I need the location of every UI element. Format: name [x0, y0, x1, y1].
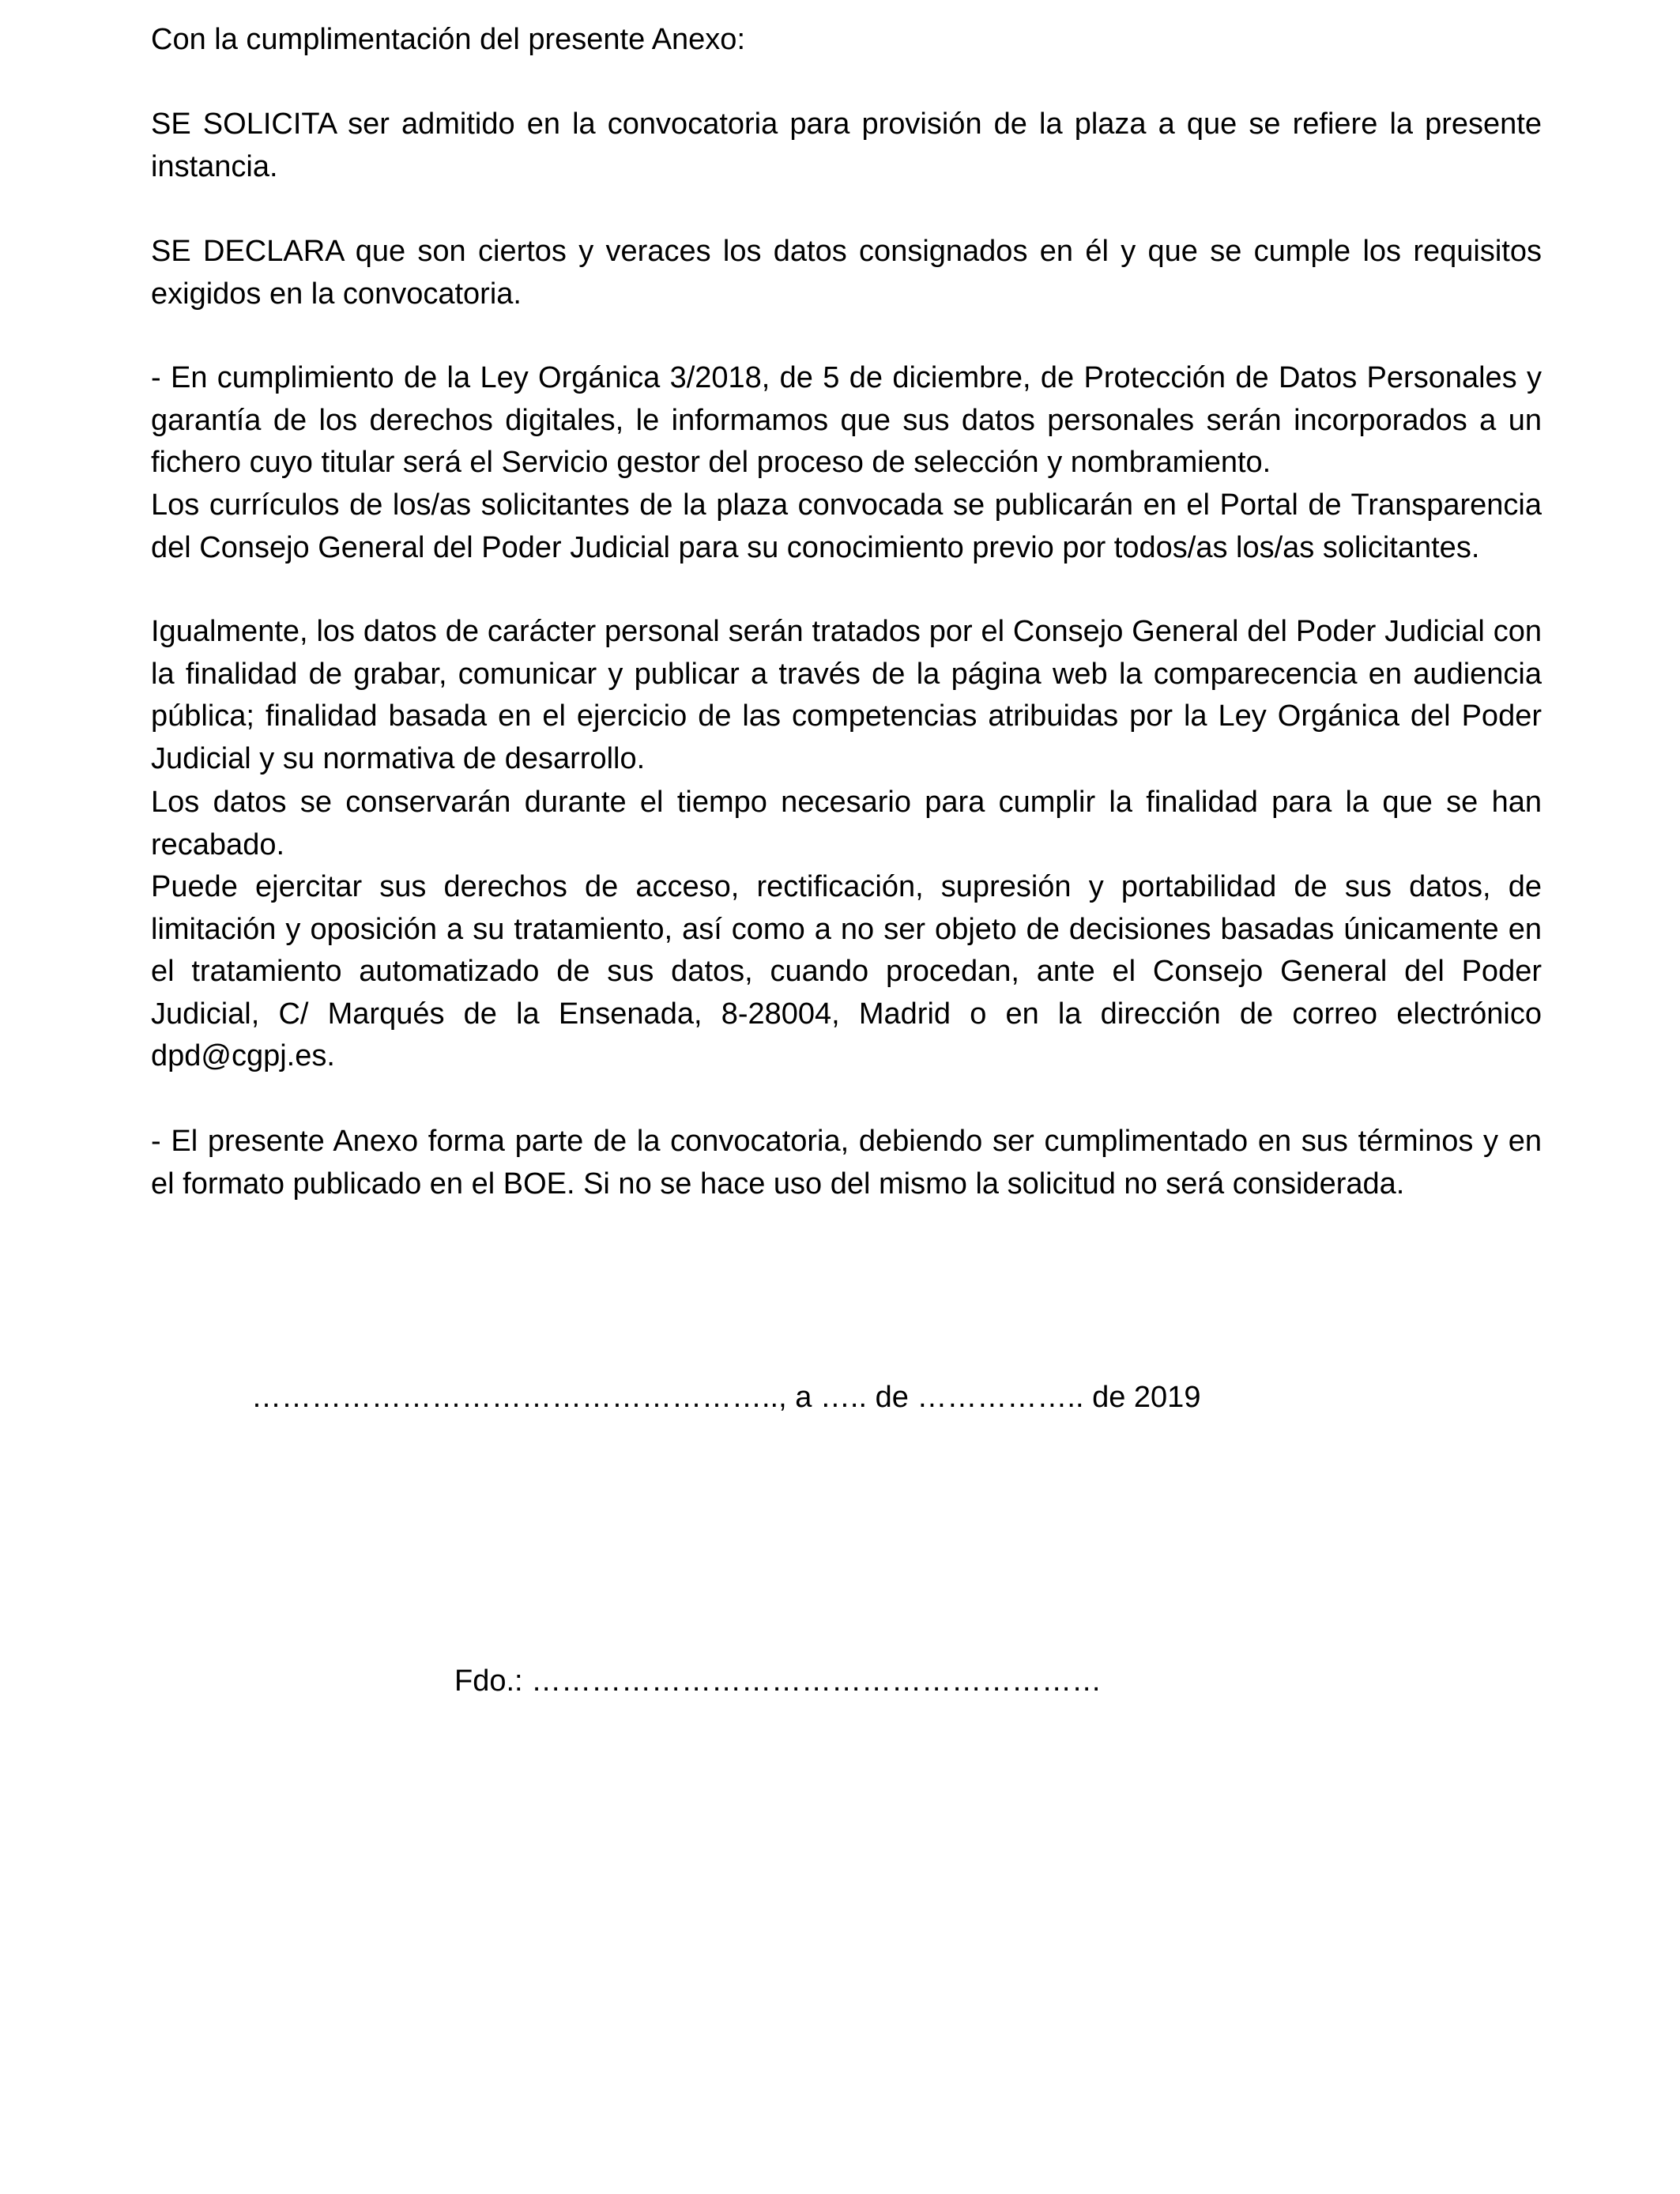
curriculos-paragraph: Los currículos de los/as solicitantes de la plaza convocada se publicarán en el Portal de Transparencia del Consejo General del Poder Judicial para su conocimiento previo por todos/as los/as solicitantes.	[151, 488, 1542, 564]
personal-data-treatment-paragraph: Igualmente, los datos de carácter personal serán tratados por el Consejo General del Poder Judicial con la finalidad de grabar, comunicar y publicar a través de la página web la comparecencia en audiencia pública; finalidad basada en el ejercicio de las competencias atribuidas por la Ley Orgánica del Poder Judicial y su normativa de desarrollo.	[151, 615, 1542, 775]
declara-paragraph: SE DECLARA que son ciertos y veraces los datos consignados en él y que se cumple los requisitos exigidos en la convocatoria.	[151, 235, 1542, 311]
signature-line: Fdo.: …………………………………………………	[454, 1664, 1102, 1698]
place-date-line: …………………………………………….., a ….. de …………….. de 2019	[251, 1381, 1201, 1414]
rights-paragraph: Puede ejercitar sus derechos de acceso, rectificación, supresión y portabilidad de sus datos, de limitación y oposición a su tratamiento, así como a no ser objeto de decisiones basadas únicamente en el tratamiento automatizado de sus datos, cuando procedan, ante el Consejo General del Poder Judicial, C/ Marqués de la Ensenada, 8-28004, Madrid o en la dirección de correo electrónico dpd@cgpj.es.	[151, 870, 1542, 1072]
data-protection-paragraph: - En cumplimiento de la Ley Orgánica 3/2018, de 5 de diciembre, de Protección de Datos Personales y garantía de los derechos digitales, le informamos que sus datos personales serán incorporados a un fichero cuyo titular será el Servicio gestor del proceso de selección y nombramiento.	[151, 361, 1542, 479]
anexo-paragraph: - El presente Anexo forma parte de la convocatoria, debiendo ser cumplimentado en sus términos y en el formato publicado en el BOE. Si no se hace uso del mismo la solicitud no será considerada.	[151, 1125, 1542, 1201]
data-retention-paragraph: Los datos se conservarán durante el tiempo necesario para cumplir la finalidad para la que se han recabado.	[151, 786, 1542, 861]
solicita-paragraph: SE SOLICITA ser admitido en la convocatoria para provisión de la plaza a que se refiere la presente instancia.	[151, 107, 1542, 183]
intro-paragraph: Con la cumplimentación del presente Anexo:	[151, 23, 746, 56]
